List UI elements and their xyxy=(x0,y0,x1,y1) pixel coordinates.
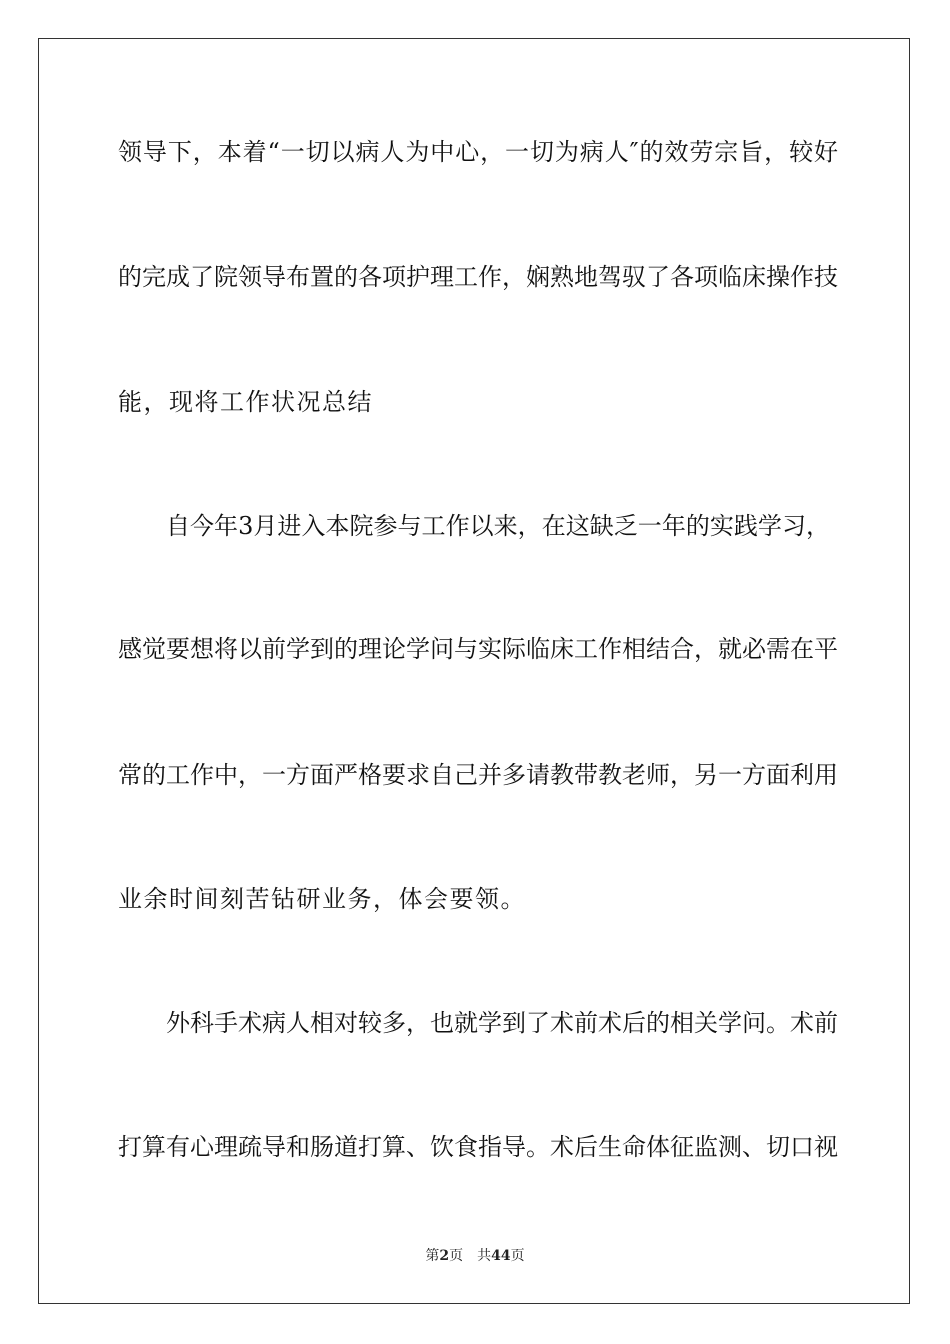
text-line-7: 业余时间刻苦钻研业务，体会要领。 xyxy=(118,885,526,913)
page-footer xyxy=(0,1246,950,1266)
page-border xyxy=(38,38,910,1304)
footer-page-suffix: 页 xyxy=(449,1248,464,1264)
text-line-2: 的完成了院领导布置的各项护理工作，娴熟地驾驭了各项临床操作技 xyxy=(118,263,838,291)
footer-page-number: 2 xyxy=(439,1248,450,1264)
footer-total-pages: 44 xyxy=(491,1248,511,1264)
text-line-3: 能，现将工作状况总结 xyxy=(118,388,373,416)
text-line-5: 感觉要想将以前学到的理论学问与实际临床工作相结合，就必需在平 xyxy=(118,635,838,663)
footer-total-prefix: 共 xyxy=(477,1248,492,1264)
text-line-4: 自今年3月进入本院参与工作以来，在这缺乏一年的实践学习， xyxy=(166,512,830,540)
text-line-1: 领导下，本着“一切以病人为中心，一切为病人″的效劳宗旨，较好 xyxy=(118,138,838,166)
footer-total-suffix: 页 xyxy=(510,1248,525,1264)
footer-page-prefix: 第 xyxy=(425,1248,440,1264)
text-line-8: 外科手术病人相对较多，也就学到了术前术后的相关学问。术前 xyxy=(166,1009,838,1037)
text-line-9: 打算有心理疏导和肠道打算、饮食指导。术后生命体征监测、切口视 xyxy=(118,1133,838,1161)
text-line-6: 常的工作中，一方面严格要求自己并多请教带教老师，另一方面利用 xyxy=(118,761,838,789)
